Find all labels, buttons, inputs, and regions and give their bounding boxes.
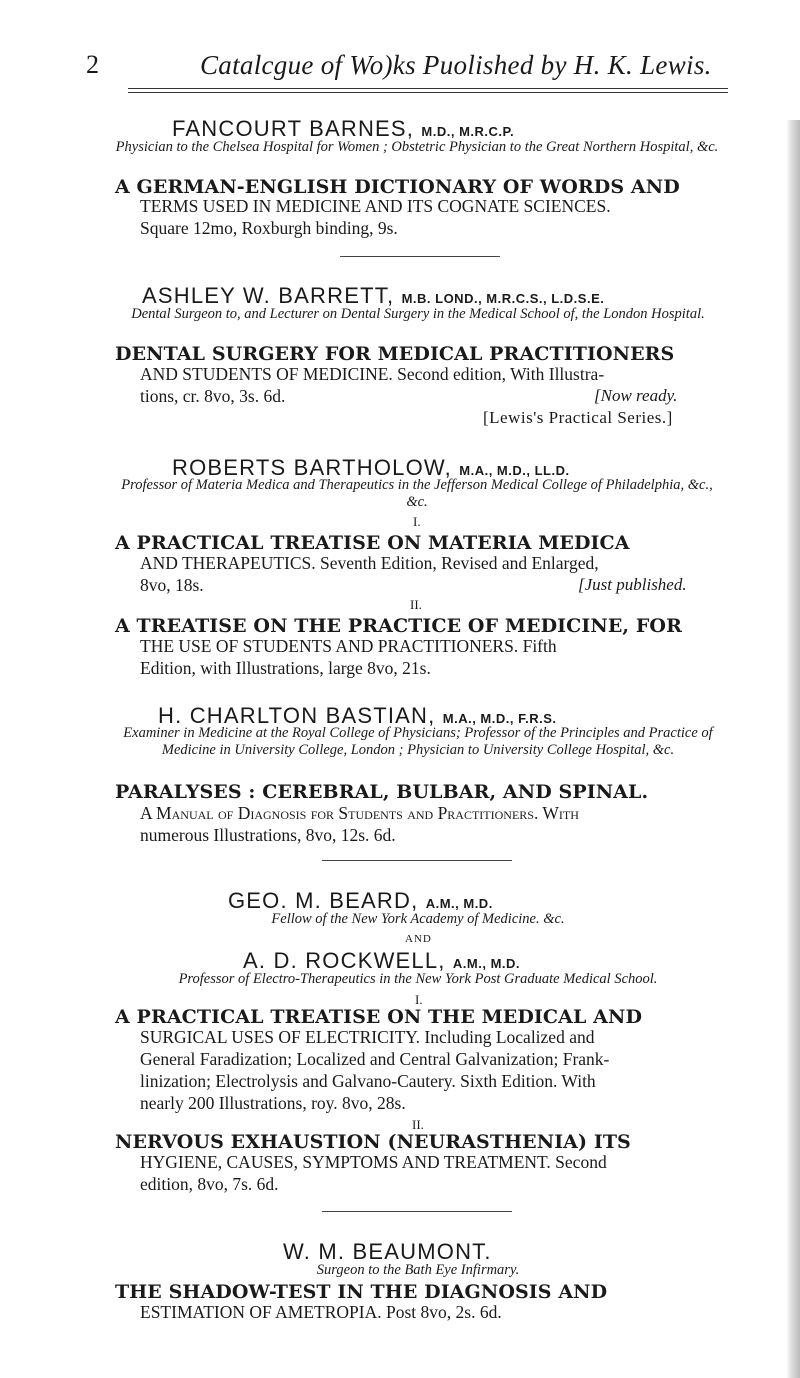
author-degrees: M.A., M.D., F.R.S.	[442, 711, 557, 726]
book-price: tions, cr. 8vo, 3s. 6d.	[140, 386, 286, 406]
author-description: Fellow of the New York Academy of Medicine. &c.	[271, 911, 565, 927]
author-degrees: M.D., M.R.C.P.	[421, 124, 515, 139]
separator-rule	[322, 1211, 512, 1212]
author-description: Physician to the Chelsea Hospital for Women ; Obstetric Physician to the Great Northern Hospital, &c.	[115, 139, 719, 155]
author-degrees: A.M., M.D.	[425, 896, 493, 911]
page-edge-shadow	[786, 120, 800, 1378]
book-title: THE SHADOW-TEST IN THE DIAGNOSIS AND	[115, 1281, 608, 1303]
author-name-text: ROBERTS BARTHOLOW,	[172, 455, 452, 480]
book-title: NERVOUS EXHAUSTION (NEURASTHENIA) ITS	[115, 1131, 631, 1153]
series-note: [Lewis's Practical Series.]	[483, 408, 673, 427]
running-title: Catalcgue of Wo)ks Puolished by H. K. Lewis.	[200, 50, 712, 80]
author-description: Examiner in Medicine at the Royal College of Physicians; Professor of the Principles and Practice of Medicine in University College, London ; Physician to University College Hospital, &c.	[123, 725, 713, 758]
header-rule-bottom	[128, 92, 728, 93]
author-name-text: GEO. M. BEARD,	[228, 888, 419, 913]
book-title: A PRACTICAL TREATISE ON MATERIA MEDICA	[115, 532, 630, 554]
book-details: HYGIENE, CAUSES, SYMPTOMS AND TREATMENT. Second	[140, 1152, 607, 1172]
author-name-text: H. CHARLTON BASTIAN,	[158, 703, 436, 728]
book-details: AND STUDENTS OF MEDICINE. Second edition, With Illustra-	[140, 364, 605, 384]
author-description: Professor of Materia Medica and Therapeutics in the Jefferson Medical College of Philadelphia, &c., &c.	[121, 477, 713, 510]
book-price: Edition, with Illustrations, large 8vo, 21s.	[140, 658, 431, 678]
book-price: nearly 200 Illustrations, roy. 8vo, 28s.	[140, 1093, 406, 1113]
page-header	[0, 50, 800, 90]
author-name-text: W. M. BEAUMONT.	[283, 1239, 492, 1264]
author-degrees: M.B. LOND., M.R.C.S., L.D.S.E.	[401, 291, 605, 306]
book-title: DENTAL SURGERY FOR MEDICAL PRACTITIONERS	[115, 343, 675, 365]
work-numeral: I.	[415, 992, 423, 1007]
book-title: A PRACTICAL TREATISE ON THE MEDICAL AND	[115, 1006, 643, 1028]
work-numeral: II.	[410, 597, 422, 612]
page-number: 2	[86, 50, 99, 79]
book-title: A TREATISE ON THE PRACTICE OF MEDICINE, FOR	[115, 615, 682, 637]
book-price: Square 12mo, Roxburgh binding, 9s.	[140, 218, 398, 238]
book-price: edition, 8vo, 7s. 6d.	[140, 1174, 279, 1194]
separator-rule	[322, 860, 512, 861]
author-name-text: ASHLEY W. BARRETT,	[142, 283, 395, 308]
author-description: Dental Surgeon to, and Lecturer on Dental Surgery in the Medical School of, the London Hospital.	[131, 306, 705, 322]
work-numeral: II.	[412, 1117, 424, 1132]
book-details: linization; Electrolysis and Galvano-Cautery. Sixth Edition. With	[140, 1071, 596, 1091]
work-numeral: I.	[413, 514, 421, 529]
book-price: numerous Illustrations, 8vo, 12s. 6d.	[140, 825, 396, 845]
author-name-text: FANCOURT BARNES,	[172, 116, 415, 141]
header-rule-top	[128, 88, 728, 89]
book-details: TERMS USED IN MEDICINE AND ITS COGNATE SCIENCES.	[140, 196, 611, 216]
availability-note: [Just published.	[578, 575, 687, 594]
book-price: 8vo, 18s.	[140, 575, 204, 595]
author-degrees: A.M., M.D.	[452, 956, 521, 971]
availability-note: [Now ready.	[594, 386, 678, 405]
author-name-text: A. D. ROCKWELL,	[243, 948, 446, 973]
book-title: A GERMAN-ENGLISH DICTIONARY OF WORDS AND	[115, 176, 680, 198]
author-description-second: Professor of Electro-Therapeutics in the New York Post Graduate Medical School.	[178, 971, 658, 987]
author-degrees: M.A., M.D., LL.D.	[459, 463, 570, 478]
book-title: PARALYSES : CEREBRAL, BULBAR, AND SPINAL.	[115, 781, 649, 803]
book-details: A Manual of Diagnosis for Students and Practitioners. With	[140, 803, 579, 823]
author-description: Surgeon to the Bath Eye Infirmary.	[316, 1262, 520, 1278]
book-details: AND THERAPEUTICS. Seventh Edition, Revised and Enlarged,	[140, 553, 599, 573]
book-details: General Faradization; Localized and Central Galvanization; Frank-	[140, 1049, 610, 1069]
book-details: ESTIMATION OF AMETROPIA. Post 8vo, 2s. 6d.	[140, 1302, 502, 1322]
book-details: THE USE OF STUDENTS AND PRACTITIONERS. Fifth	[140, 636, 557, 656]
book-details: SURGICAL USES OF ELECTRICITY. Including Localized and	[140, 1027, 595, 1047]
separator-rule	[340, 256, 500, 257]
and-connector: AND	[405, 933, 432, 945]
